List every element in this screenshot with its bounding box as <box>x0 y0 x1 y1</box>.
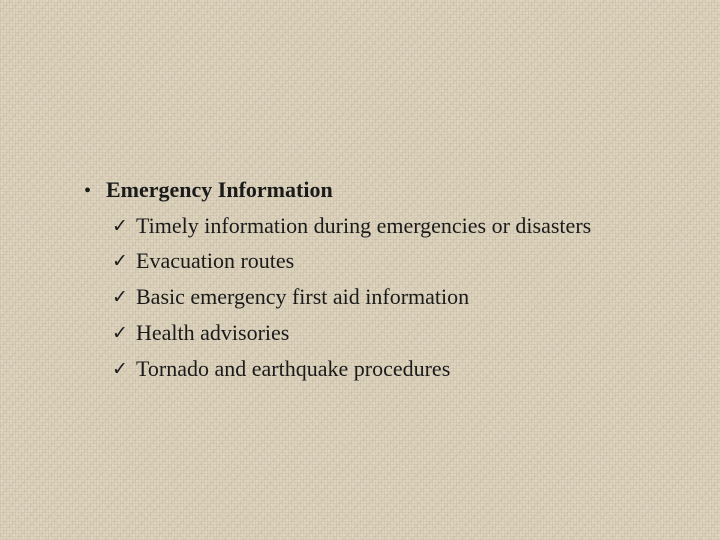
bullet-heading: Emergency Information <box>106 177 333 202</box>
list-item-text: Timely information during emergencies or disasters <box>136 213 592 238</box>
main-bullet <box>84 172 684 209</box>
checkmark-icon: ✓ <box>112 250 128 272</box>
sub-bullet-list <box>112 209 684 387</box>
list-item <box>112 243 684 279</box>
checkmark-icon: ✓ <box>112 215 128 237</box>
checkmark-icon: ✓ <box>112 286 128 308</box>
list-item-text: Tornado and earthquake procedures <box>136 356 451 381</box>
list-item <box>112 351 684 387</box>
checkmark-icon: ✓ <box>112 358 128 380</box>
list-item-text: Health advisories <box>136 320 290 345</box>
list-item <box>112 209 684 243</box>
list-item <box>112 315 684 351</box>
list-item <box>112 279 684 315</box>
bullet-icon: • <box>84 180 92 202</box>
list-item-text: Basic emergency first aid information <box>136 284 470 309</box>
checkmark-icon: ✓ <box>112 322 128 344</box>
list-item-text: Evacuation routes <box>136 248 295 273</box>
slide-content <box>84 172 684 387</box>
